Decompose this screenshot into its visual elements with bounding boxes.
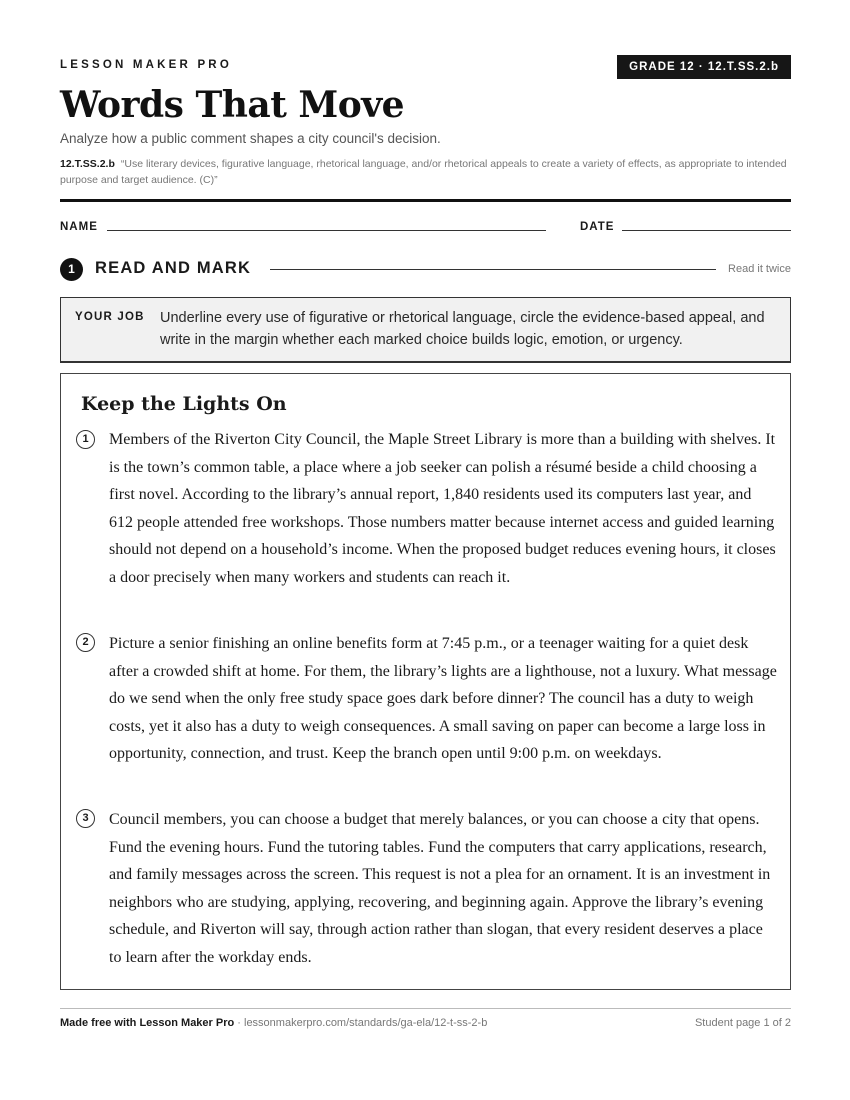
standard-code: 12.T.SS.2.b [60, 158, 115, 170]
standard-text: “Use literary devices, figurative language, rhetorical language, and/or rhetorical appeals to create a variety of effects, as appropriate to intended purpose and target audience. (C)” [60, 158, 787, 186]
name-label: NAME [60, 221, 98, 233]
paragraph-number: 2 [76, 633, 95, 652]
page-subtitle: Analyze how a public comment shapes a city council's decision. [60, 131, 441, 146]
worksheet-page [60, 0, 791, 1100]
footer-made-with: Made free with Lesson Maker Pro [60, 1017, 235, 1029]
reading-passage [60, 373, 791, 990]
brand-name: LESSON MAKER PRO [60, 59, 232, 71]
date-field[interactable] [622, 230, 791, 231]
section-number-badge: 1 [60, 258, 83, 281]
footer-divider [60, 1008, 791, 1009]
page-title: Words That Move [60, 84, 405, 126]
footer-separator: · [234, 1017, 244, 1029]
standard-description [60, 156, 791, 188]
instructions-label: YOUR JOB [75, 311, 145, 323]
date-label: DATE [580, 221, 615, 233]
passage-title: Keep the Lights On [81, 393, 287, 415]
section-divider [270, 269, 716, 270]
section-title: READ AND MARK [95, 259, 252, 277]
instructions-box [60, 297, 791, 363]
paragraph-number: 3 [76, 809, 95, 828]
paragraph-number: 1 [76, 430, 95, 449]
footer-url-link[interactable]: lessonmakerpro.com/standards/ga-ela/12-t-ss-2-b [244, 1017, 488, 1029]
passage-paragraph: Members of the Riverton City Council, the Maple Street Library is more than a building with shelves. It is the town’s common table, a place where a job seeker can polish a résumé beside a child choosing a first novel. According to the library’s annual report, 1,840 residents used its computers last year, and 612 people attended free workshops. Those numbers matter because internet access and guided learning should not depend on a household’s income. When the proposed budget reduces evening hours, it closes a door precisely when many workers and students can reach it. [109, 431, 776, 586]
footer-credit [60, 1017, 487, 1029]
page-indicator: Student page 1 of 2 [694, 1017, 791, 1029]
passage-paragraph: Council members, you can choose a budget that merely balances, or you can choose a city that opens. Fund the evening hours. Fund the tutoring tables. Fund the computers that carry applications, research, and family messages across the screen. This request is not a plea for an ornament. It is an investment in neighbors who are studying, applying, recovering, and beginning again. Approve the library’s evening schedule, and Riverton will say, through action rather than slogan, that every resident deserves a place to learn after the workday ends. [109, 811, 771, 966]
header-divider [60, 199, 791, 202]
name-field[interactable] [107, 230, 546, 231]
grade-badge: GRADE 12 · 12.T.SS.2.b [617, 55, 791, 79]
instructions-text: Underline every use of figurative or rhetorical language, circle the evidence-based appeal, and write in the margin whether each marked choice builds logic, emotion, or urgency. [160, 310, 765, 348]
section-note: Read it twice [728, 263, 791, 275]
passage-paragraph: Picture a senior finishing an online benefits form at 7:45 p.m., or a teenager waiting for a quiet desk after a crowded shift at home. For them, the library’s lights are a lighthouse, not a luxury. What message do we send when the only free study space goes dark before dinner? The council has a duty to weigh costs, yet it also has a duty to weigh consequences. A small saving on paper can become a large loss in opportunity, connection, and trust. Keep the branch open until 9:00 p.m. on weekdays. [109, 635, 777, 762]
